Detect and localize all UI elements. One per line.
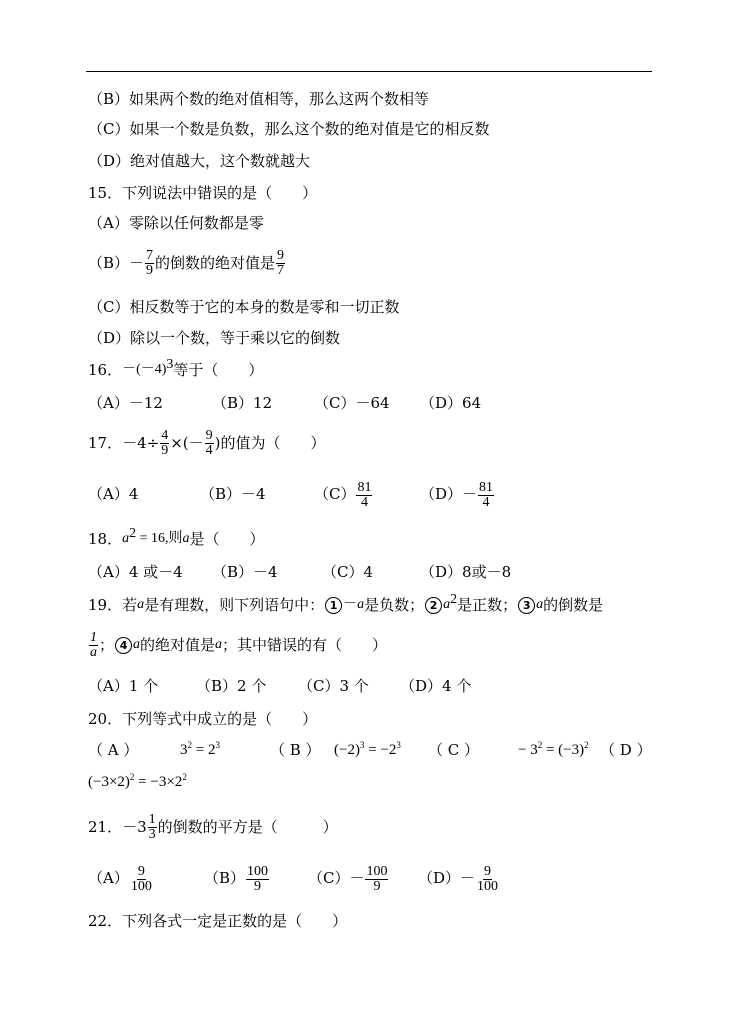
denominator: 3: [148, 826, 156, 842]
option-15b: [88, 242, 286, 283]
header-rule: [86, 71, 652, 72]
math-expression: (−2): [334, 742, 360, 758]
exponent: 2: [450, 592, 458, 607]
exponent: 3: [166, 357, 174, 372]
option-14c: [88, 118, 489, 139]
fraction: [276, 249, 285, 278]
question-number: 16．: [88, 361, 123, 379]
exponent: 2: [187, 740, 192, 750]
option-18c: （C）4: [322, 563, 374, 581]
exponent: 3: [396, 740, 401, 750]
variable: a: [133, 637, 141, 652]
question-17: [88, 422, 325, 463]
circled-number-3: 3: [518, 597, 535, 614]
question-text: 20．下列等式中成立的是（ ）: [88, 710, 318, 728]
option-20d-expr: [88, 772, 187, 792]
fraction: [246, 865, 269, 894]
numerator: 9: [205, 427, 213, 443]
math-expression: − 3: [518, 742, 538, 758]
circled-number-2: 2: [425, 597, 442, 614]
option-label: （D）－: [420, 485, 478, 503]
question-text: 是（ ）: [189, 530, 265, 548]
question-text: 22．下列各式一定是正数的是（ ）: [88, 912, 348, 930]
variable: a: [137, 597, 145, 612]
denominator: 7: [277, 262, 285, 278]
option-20d-label: （ D ）: [600, 741, 652, 759]
question-text: )的值为（ ）: [214, 434, 326, 452]
math-expression: = −2: [364, 742, 397, 758]
question-text: 是正数；: [457, 596, 518, 614]
variable: a: [182, 531, 190, 546]
question-text: 的绝对值是: [140, 636, 216, 654]
question-text: 是有理数，则下列语句中：: [144, 596, 325, 614]
fraction: [205, 429, 214, 458]
exponent: 3: [215, 740, 220, 750]
denominator: 9: [254, 878, 262, 894]
math-expression: (−3×2): [88, 774, 130, 790]
denominator: 9: [373, 878, 381, 894]
question-text: 21．－3: [88, 818, 147, 836]
question-text: 17．－4÷: [88, 434, 160, 452]
numerator: 9: [137, 863, 145, 879]
numerator: 100: [247, 863, 269, 879]
option-label: （B）: [204, 869, 246, 887]
option-19a: （A）1 个: [88, 677, 159, 695]
option-text: （B）如果两个数的绝对值相等，那么这两个数相等: [88, 90, 430, 108]
option-15d: [88, 327, 340, 348]
exponent: 2: [129, 772, 135, 782]
exponent: 3: [359, 740, 365, 750]
option-label: （B）－: [88, 254, 145, 272]
option-16a: （A）－12: [88, 394, 163, 412]
variable: a: [215, 637, 223, 652]
numerator: 1: [148, 811, 156, 827]
option-text: 的倒数的绝对值是: [155, 254, 276, 272]
math-expression: = 16,则: [136, 531, 183, 546]
question-text: 是负数；: [364, 596, 425, 614]
option-20c-label: （ C ）: [428, 741, 480, 759]
question-text: ；其中错误的有（ ）: [222, 636, 388, 654]
option-19d: （D）4 个: [400, 677, 472, 695]
question-text: ；: [99, 636, 115, 654]
denominator: 4: [205, 442, 213, 458]
option-16c: （C）－64: [314, 394, 390, 412]
option-21b: [204, 858, 270, 898]
denominator: 100: [477, 878, 499, 894]
variable: a: [122, 531, 130, 546]
denominator: 4: [482, 494, 490, 510]
denominator: 9: [161, 442, 169, 458]
fraction: [160, 429, 169, 458]
option-label: （C）: [314, 485, 356, 503]
math-operator: ×(－: [170, 434, 204, 452]
option-21a: [88, 858, 154, 898]
question-19-line2: [88, 624, 387, 665]
numerator: 4: [161, 427, 169, 443]
math-expression: = −3×2: [134, 774, 183, 790]
denominator: 100: [130, 878, 152, 894]
option-21c: [308, 858, 389, 898]
numerator: 9: [484, 863, 492, 879]
option-18a: （A）4 或－4: [88, 563, 183, 581]
variable: a: [443, 597, 451, 612]
option-17c: [314, 474, 373, 514]
exponent: 2: [182, 772, 187, 782]
numerator: 1: [90, 629, 97, 645]
option-16b: （B）12: [212, 394, 273, 412]
question-15: [88, 182, 317, 203]
fraction: [130, 865, 153, 894]
numerator: 81: [479, 479, 494, 495]
option-20b-expr: [334, 740, 401, 760]
denominator: 4: [360, 494, 368, 510]
option-text: （A）零除以任何数都是零: [88, 214, 264, 232]
question-text: 等于（ ）: [173, 361, 264, 379]
question-text: 的倒数是: [543, 596, 604, 614]
denominator: a: [90, 644, 97, 660]
variable: a: [536, 597, 544, 612]
option-15a: [88, 212, 264, 233]
fraction: [478, 481, 494, 510]
math-expression: = (−3): [542, 742, 585, 758]
option-label: （C）－: [308, 869, 365, 887]
question-16: [88, 359, 263, 380]
option-17a: （A）4: [88, 485, 139, 503]
question-19-line1: [88, 594, 603, 615]
option-14d: [88, 150, 310, 171]
exponent: 2: [537, 740, 543, 750]
option-14b: [88, 88, 429, 109]
fraction: [476, 865, 499, 894]
question-21: [88, 806, 338, 847]
circled-number-1: 1: [325, 597, 342, 614]
numerator: 81: [357, 479, 372, 495]
option-20b-label: （ B ）: [270, 741, 321, 759]
option-text: （D）除以一个数，等于乘以它的倒数: [88, 329, 341, 347]
numerator: 7: [146, 247, 154, 263]
option-20a-expr: [180, 740, 220, 760]
option-19b: （B）2 个: [196, 677, 267, 695]
option-label: （A）: [88, 869, 129, 887]
question-text: 15．下列说法中错误的是（ ）: [88, 184, 318, 202]
question-text: 的倒数的平方是（ ）: [157, 818, 338, 836]
denominator: 9: [146, 262, 154, 278]
option-17d: [420, 474, 495, 514]
math-expression: = 2: [192, 742, 216, 758]
question-18: [88, 528, 265, 549]
option-text: （C）相反数等于它的本身的数是零和一切正数: [88, 298, 400, 316]
fraction: [148, 813, 157, 842]
numerator: 100: [366, 863, 388, 879]
numerator: 9: [277, 247, 285, 263]
exponent: 2: [584, 740, 589, 750]
option-15c: [88, 296, 399, 317]
option-19c: （C）3 个: [298, 677, 369, 695]
option-text: （C）如果一个数是负数，那么这个数的绝对值是它的相反数: [88, 120, 490, 138]
option-21d: [418, 858, 500, 898]
fraction: [365, 865, 388, 894]
variable: a: [357, 597, 365, 612]
option-18d: （D）8或－8: [420, 563, 512, 581]
exponent: 2: [129, 526, 137, 541]
option-20a-label: （ A ）: [88, 741, 139, 759]
question-number: 18．: [88, 530, 123, 548]
question-22: [88, 910, 347, 931]
option-20c-expr: [518, 740, 589, 760]
math-expression: －(－4): [122, 362, 167, 377]
fraction: [145, 249, 154, 278]
option-label: （D）－: [418, 869, 476, 887]
question-20: [88, 708, 317, 729]
option-text: （D）绝对值越大，这个数就越大: [88, 152, 311, 170]
option-17b: （B）－4: [200, 485, 266, 503]
fraction: [356, 481, 372, 510]
question-text: 19．若: [88, 596, 138, 614]
fraction: [89, 631, 98, 660]
math-expression: 3: [180, 742, 188, 758]
math-operator: －: [343, 597, 358, 612]
circled-number-4: 4: [115, 637, 132, 654]
option-16d: （D）64: [420, 394, 482, 412]
option-18b: （B）－4: [212, 563, 278, 581]
